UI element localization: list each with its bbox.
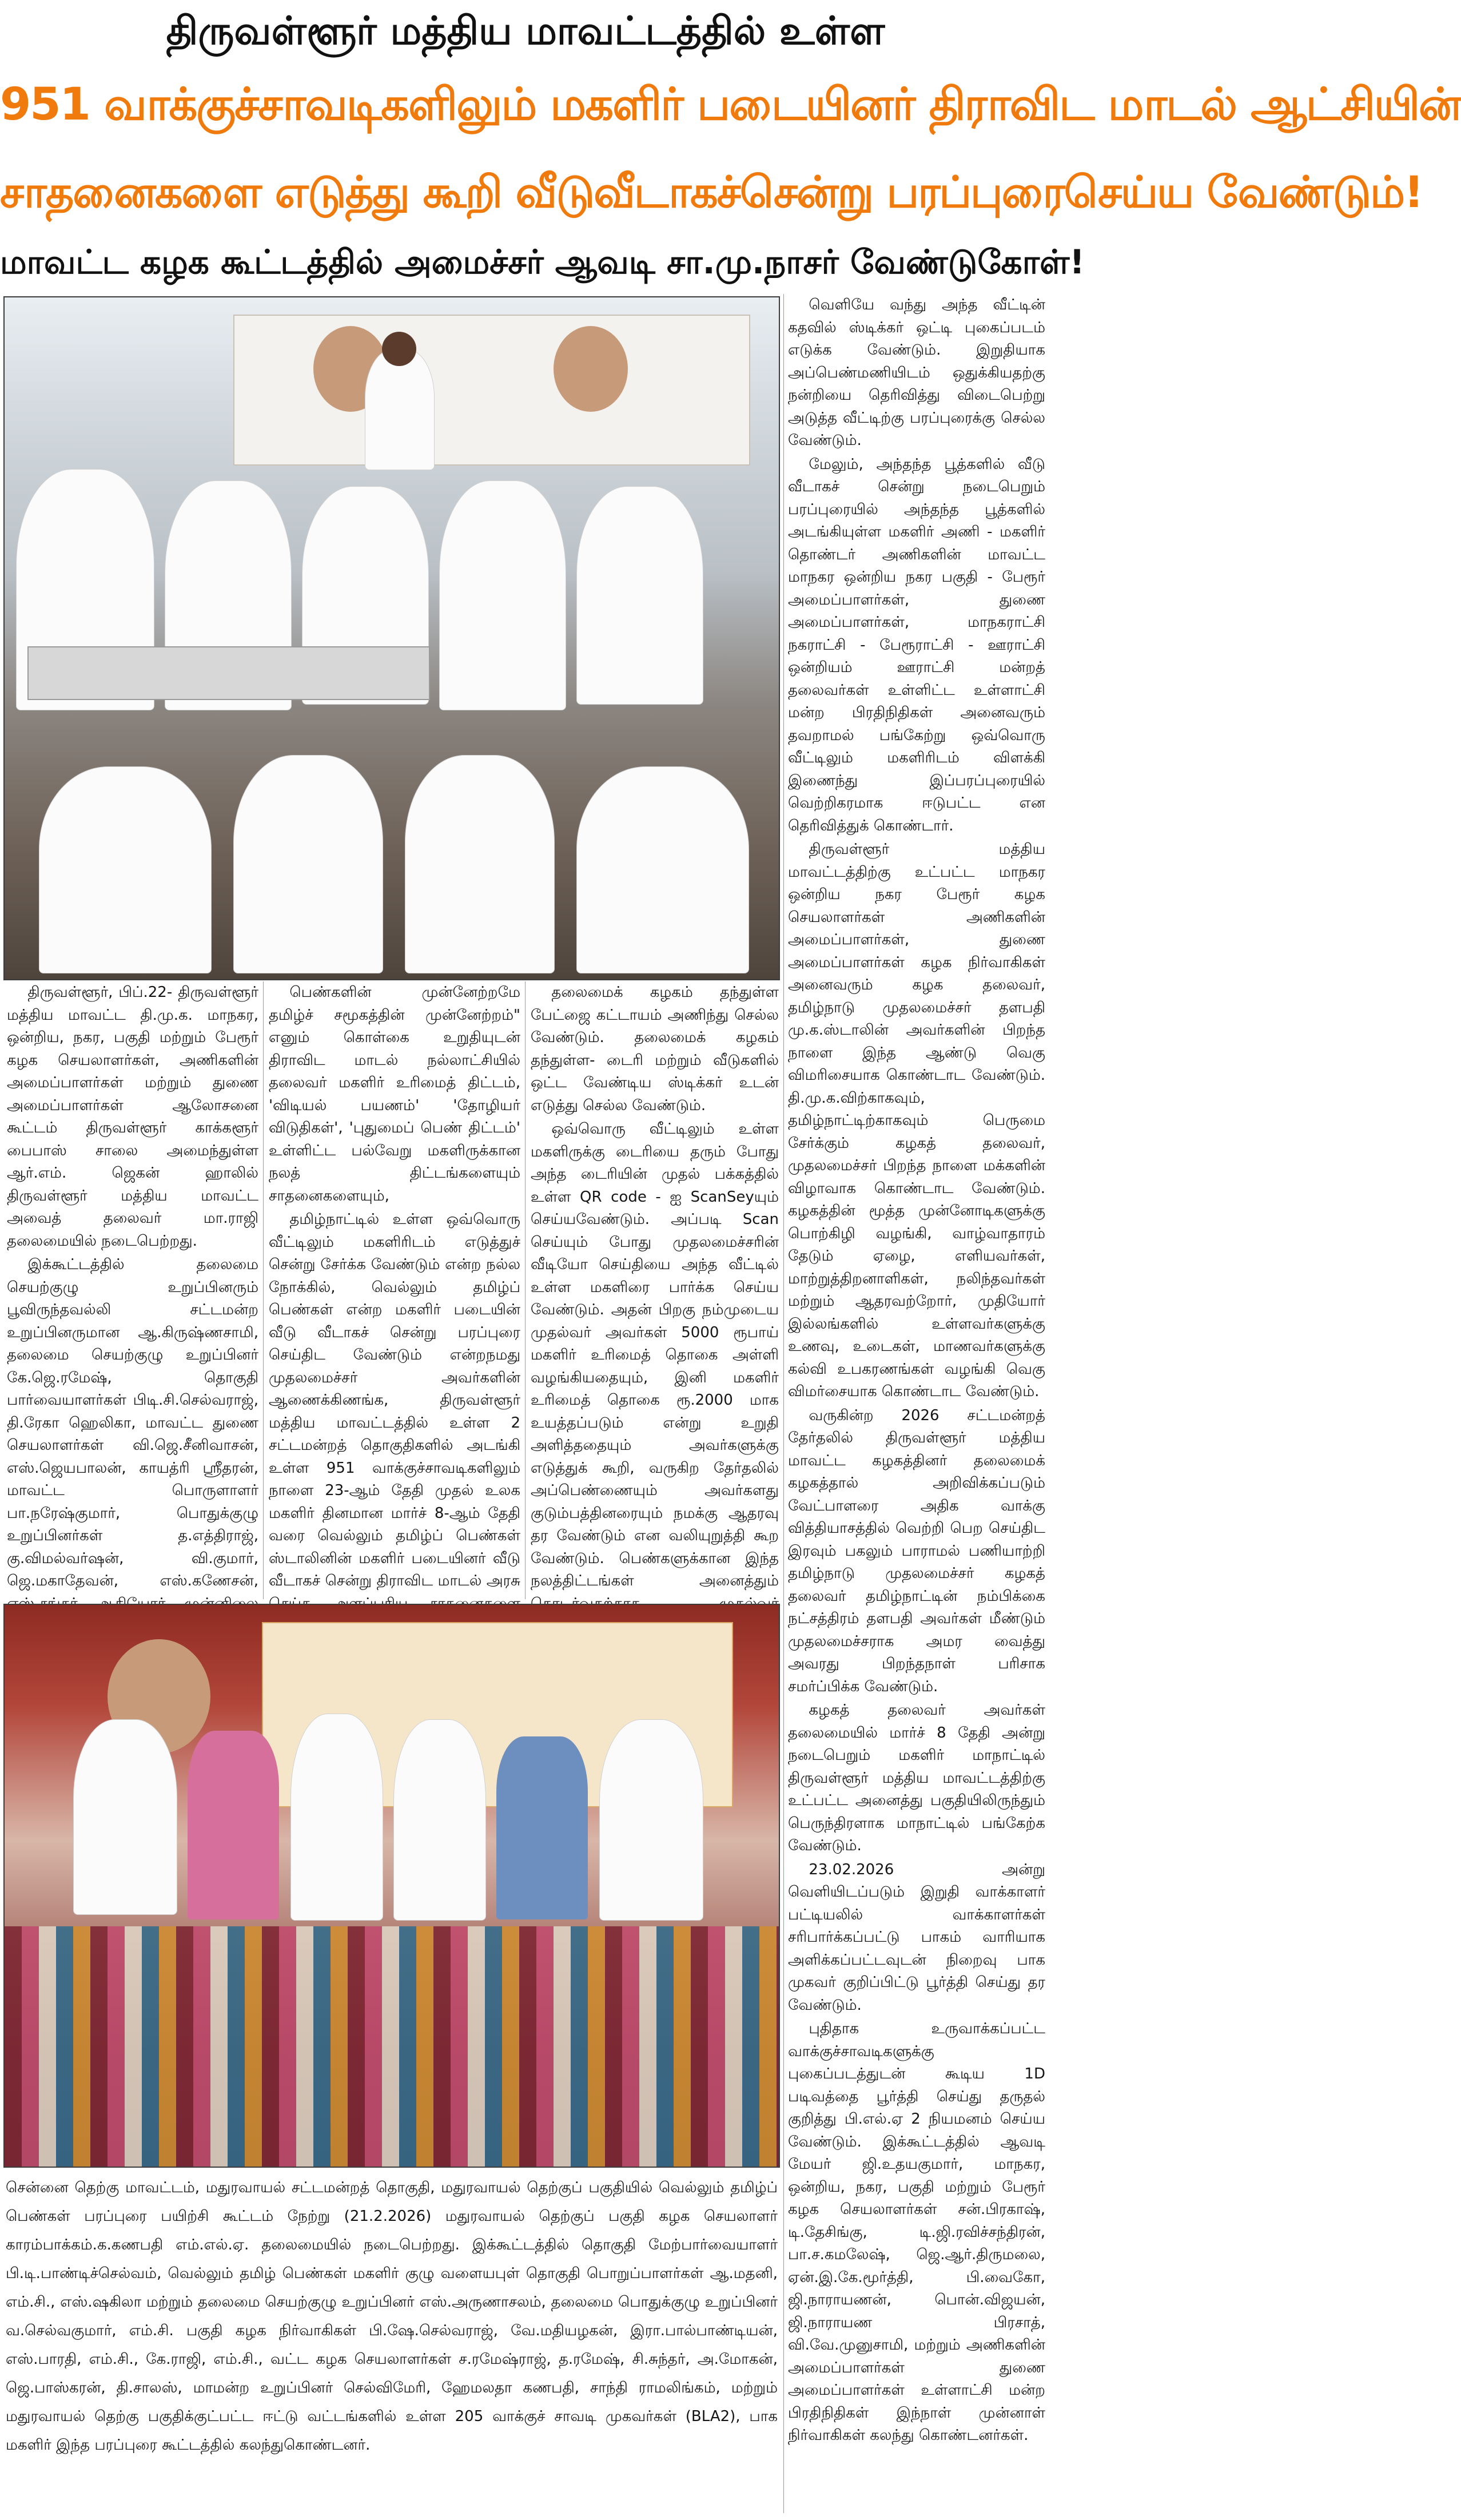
headline-main-line2: சாதனைகளை எடுத்து கூறி வீடுவீடாகச்சென்று பரப்புரைசெய்ய வேண்டும்!: [0, 166, 1423, 217]
paragraph: வருகின்ற 2026 சட்டமன்றத் தேர்தலில் திருவள்ளூர் மத்திய மாவட்ட கழகத்தினர் தலைமைக் கழகத்தால் அறிவிக்கப்படும் வேட்பாளரை அதிக வாக்கு வித்தியாசத்தில் வெற்றி பெற செய்திட இரவும் பகலும் பாராமல் பணியாற்றி தமிழ்நாடு முதலமைச்சர் கழகத் தலைவர் தமிழ்நாட்டின் நம்பிக்கை நட்சத்திரம் தளபதி அவர்கள் மீண்டும் முதலமைச்சராக அமர வைத்து அவரது பிறந்தநாள் பரிசாக சமர்ப்பிக்க வேண்டும்.: [788, 1406, 1045, 1695]
attendee-figure: [188, 1731, 279, 1919]
attendee-figure: [496, 1736, 588, 1919]
column-divider: [783, 294, 784, 2513]
paragraph: தமிழ்நாட்டில் உள்ள ஒவ்வொரு வீட்டிலும் மகளிரிடம் எடுத்துச் சென்று சேர்க்க வேண்டும் என்ற நல்ல நோக்கில், வெல்லும் தமிழ்ப் பெண்கள் என்ற மகளிர் படையின் வீடு வீடாகச் சென்று பரப்புரை செய்திட வேண்டும் என்றநமது முதலமைச்சர் அவர்களின் ஆணைக்கிணங்க, திருவள்ளூர் மத்திய மாவட்டத்தில் உள்ள 2 சட்டமன்றத் தொகுதிகளில் அடங்கி உள்ள 951 வாக்குச்சாவடிகளிலும் நாளை 23-ஆம் தேதி முதல் உலக மகளிர் தினமான மார்ச் 8-ஆம் தேதி வரை வெல்லும் தமிழ்ப் பெண்கள் ஸ்டாலினின் மகளிர் படையினர் வீடு வீடாகச் சென்று திராவிட மாடல் அரசு: [269, 1211, 520, 1589]
meeting-photo: [3, 296, 780, 980]
paragraph: இக்கூட்டத்தில் தலைமை செயற்குழு உறுப்பினரும் பூவிருந்தவல்லி சட்டமன்ற உறுப்பினருமான ஆ.கிருஷ்ணசாமி, தலைமை செயற்குழு உறுப்பினர் கே.ஜெ.ரமேஷ், தொகுதி பார்வையாளர்கள் பிடி.சி.செல்வராஜ், தி.ரேகா ஹெலிகா, மாவட்ட துணை செயலாளர்கள் வி.ஜெ.சீனிவாசன், எஸ்.ஜெயபாலன், காயத்ரி ஸ்ரீதரன், மாவட்ட பொருளாளர் பா.நரேஷ்குமார், பொதுக்குழு உறுப்பினர்கள் த.எத்திராஜ், கு.விமல்வர்ஷன், வி.குமார், ஜெ.மகாதேவன், எஸ்.கணேசன்,: [7, 1256, 258, 1589]
photo-caption: சென்னை தெற்கு மாவட்டம், மதுரவாயல் சட்டமன்றத் தொகுதி, மதுரவாயல் தெற்குப் பகுதியில் வெல்லும் தமிழ்ப் பெண்கள் பரப்புரை பயிற்சி கூட்டம் நேற்று (21.2.2026) மதுரவாயல் தெற்குப் பகுதி கழக செயலாளர் காரம்பாக்கம்.க.கணபதி எம்.எல்.ஏ. தலைமையில் நடைபெற்றது. இக்கூட்டத்தில் தொகுதி மேற்பார்வையாளர் பி.டி.பாண்டிச்செல்வம், வெல்லும் தமிழ் பெண்கள் மகளிர் குழு வளையபுள் தொகுதி பொறுப்பாளர்கள் ஆ.மதனி, எம்.சி., எஸ்.ஷகிலா மற்றும் தலைமை செயற்குழு உறுப்பினர் எஸ்.அருணாசலம், தலைமை பொதுக்குழு உறுப்பினர் வ.செல்வகுமார், எம்.சி. பகுதி கழக நிர்வாகிகள் பி.ஷே.செல்வராஜ், வே.மதியழகன், இரா.பால்பாண்டியன், எஸ்.பாரதி, எம்.சி., கே.ராஜி, எம்.சி., வட்ட கழக செயலாளர்கள் ச.ரமேஷ்ராஜ், த.ரமேஷ், சி.சுந்தர், அ.மோகன், ஜெ.பாஸ்கரன், தி.சாலஸ், மாமன்ற உறுப்பினர் செல்விமேரி, ஹேமலதா கணபதி, சாந்தி ராமலிங்கம், மற்றும் மதுரவாயல் தெற்கு பகுதிக்குட்பட்ட ஈட்டு வட்டங்களில் உள்ள 205 வாக்குச் சாவடி முகவர்கள் (BLA2), பாக மகளிர் இந்த பரப்புரை கூட்டத்தில் கலந்துகொண்டனர்.: [6, 2179, 778, 2454]
paragraph: திருவள்ளூர் மத்திய மாவட்டத்திற்கு உட்பட்ட மாநகர ஒன்றிய நகர பேரூர் கழக செயலாளர்கள் அணிகளின் அமைப்பாளர்கள், துணை அமைப்பாளர்கள் கழக நிர்வாகிகள் அனைவரும் கழக தலைவர், தமிழ்நாடு முதலமைச்சர் தளபதி மு.க.ஸ்டாலின் அவர்களின் பிறந்த நாளை இந்த ஆண்டு வெகு விமரிசையாக கொண்டாட வேண்டும். தி.மு.க.விற்காகவும், தமிழ்நாட்டிற்காகவும் பெருமை சேர்க்கும் கழகத் தலைவர், முதலமைச்சர் பிறந்த நாளை மக்களின் விழாவாக கொண்டாட வேண்டும். கழகத்தின் மூத்த முன்னோடிகளுக்கு பொற்கிழி வழங்கி, வாழ்வாதாரம் தேடும் ஏழை, எளியவர்கள், மாற்றுத்திறனாளிகள், நலிந்தவர்கள் மற்றும் ஆதரவற்றோர், முதியோர் இல்லங்களில் உள்ளவர்களுக்கு உணவு, உடைகள், மாணவர்களுக்கு கல்வி உபகரணங்கள் வழங்கி வெகு விமர்சையாக கொண்டாட வேண்டும்.: [788, 841, 1045, 1400]
banner-portrait-right: [554, 326, 628, 412]
subheadline: மாவட்ட கழக கூட்டத்தில் அமைச்சர் ஆவடி சா.மு.நாசர் வேண்டுகோள்!: [0, 243, 1085, 281]
article-column-4: [788, 294, 1045, 2513]
paragraph: 23.02.2026 அன்று வெளியிடப்படும் இறுதி வாக்காளர் பட்டியலில் வாக்காளர்கள் சரிபார்க்கப்பட்டு பாகம் வாரியாக அளிக்கப்பட்டவுடன் நிறைவு பாக முகவர் குறிப்பிட்டு பூர்த்தி செய்து தர வேண்டும்.: [788, 1861, 1045, 2014]
front-table: [27, 646, 430, 700]
speaker-head: [382, 332, 416, 366]
attendee-figure: [439, 480, 566, 710]
attendee-figure: [39, 766, 212, 973]
article-column-2: [269, 981, 520, 1599]
article-column-3: [531, 981, 779, 1599]
attendee-figure: [576, 486, 703, 705]
attendee-figure: [290, 1714, 383, 1921]
campaign-launch-photo: [3, 1604, 780, 2168]
article-column-1: [7, 981, 258, 1599]
paragraph: வெளியே வந்து அந்த வீட்டின் கதவில் ஸ்டிக்கர் ஒட்டி புகைப்படம் எடுக்க வேண்டும். இறுதியாக அப்பெண்மணியிடம் ஒதுக்கியதற்கு நன்றியை தெரிவித்து விடைபெற்று அடுத்த வீட்டிற்கு பரப்புரைக்கு செல்ல வேண்டும்.: [788, 296, 1045, 449]
paragraph: மேலும், அந்தந்த பூத்களில் வீடு வீடாகச் சென்று நடைபெறும் பரப்புரையில் அந்தந்த பூத்களில் அடங்கியுள்ள மகளிர் அணி - மகளிர் தொண்டர் அணிகளின் மாவட்ட மாநகர ஒன்றிய நகர பகுதி - பேரூர் அமைப்பாளர்கள், துணை அமைப்பாளர்கள், மாநகராட்சி நகராட்சி - பேரூராட்சி - ஊராட்சி ஒன்றியம் ஊராட்சி மன்றத் தலைவர்கள் உள்ளிட்ட உள்ளாட்சி மன்ற பிரதிநிதிகள் அனைவரும் தவறாமல் பங்கேற்று ஒவ்வொரு வீட்டிலும் மகளிரிடம் விளக்கி இணைந்து இப்பரப்புரையில் வெற்றிகரமாக ஈடுபட்ட என தெரிவித்துக் கொண்டார்.: [788, 455, 1045, 834]
headline-main-line1: 951 வாக்குச்சாவடிகளிலும் மகளிர் படையினர் திராவிட மாடல் ஆட்சியின்: [0, 79, 1461, 130]
attendee-figure: [73, 1719, 177, 1915]
headline-kicker: திருவள்ளூர் மத்திய மாவட்டத்தில் உள்ள: [166, 9, 885, 54]
attendee-figure: [393, 1719, 486, 1921]
attendee-figure: [233, 755, 383, 973]
paragraph: திருவள்ளூர், பிப்.22- திருவள்ளூர் மத்திய மாவட்ட தி.மு.க. மாநகர, ஒன்றிய, நகர, பகுதி மற்றும் பேரூர் கழக செயலாளர்கள், அணிகளின் அமைப்பாளர்கள் மற்றும் துணை அமைப்பாளர்கள் ஆலோசனை கூட்டம் திருவள்ளூர் காக்களூர் பைபாஸ் சாலை அமைந்துள்ள ஆர்.எம். ஜெகன் ஹாலில் திருவள்ளூர் மத்திய மாவட்ட அவைத் தலைவர் மா.ராஜி தலைமையில் நடைபெற்றது.: [7, 984, 258, 1250]
column-divider: [525, 981, 526, 1599]
paragraph: பெண்களின் முன்னேற்றமே தமிழ்ச் சமூகத்தின் முன்னேற்றம்" எனும் கொள்கை உறுதியுடன் திராவிட மாடல் நல்லாட்சியில் தலைவர் மகளிர் உரிமைத் திட்டம், 'விடியல் பயணம்' 'தோழியர் விடுதிகள்', 'புதுமைப் பெண் திட்டம்' உள்ளிட்ட பல்வேறு மகளிருக்கான நலத் திட்டங்களையும் சாதனைகளையும்,: [269, 984, 520, 1205]
attendee-figure: [405, 755, 555, 973]
paragraph: புதிதாக உருவாக்கப்பட்ட வாக்குச்சாவடிகளுக்கு புகைப்படத்துடன் கூடிய 1D படிவத்தை பூர்த்தி செய்து தருதல் குறித்து பி.எல்.ஏ 2 நியமனம் செய்ய வேண்டும். இக்கூட்டத்தில் ஆவடி மேயர் ஜி.உதயகுமார், மாநகர, ஒன்றிய, நகர, பகுதி மற்றும் பேரூர் கழக செயலாளர்கள் சன்.பிரகாஷ், டி.தேசிங்கு, டி.ஜி.ரவிச்சந்திரன், பா.ச.கமலேஷ், ஜெ.ஆர்.திருமலை, ஏன்.இ.கே.மூர்த்தி, பி.வைகோ, ஜி.நாராயணன், பொன்.விஜயன், ஜி.நாராயண பிரசாத், வி.வே.முனுசாமி, மற்றும் அணிகளின் அமைப்பாளர்கள் துணை அமைப்பாளர்கள் உள்ளாட்சி மன்ற பிரதிநிதிகள் இந்நாள் முன்னாள் நிர்வாகிகள் கலந்து கொண்டனர்கள்.: [788, 2020, 1045, 2444]
attendee-figure: [599, 1719, 703, 1921]
attendee-figure: [576, 766, 749, 973]
paragraph: கழகத் தலைவர் அவர்கள் தலைமையில் மார்ச் 8 தேதி அன்று நடைபெறும் மகளிர் மாநாட்டில் திருவள்ளூர் மத்திய மாவட்டத்திற்கு உட்பட்ட அனைத்து பகுதியிலிருந்தும் பெருந்திரளாக மாநாட்டில் பங்கேற்க வேண்டும்.: [788, 1702, 1045, 1854]
paragraph: தலைமைக் கழகம் தந்துள்ள பேட்ஜை கட்டாயம் அணிந்து செல்ல வேண்டும். தலைமைக் கழகம் தந்துள்ள- டைரி மற்றும் வீடுகளில் ஒட்ட வேண்டிய ஸ்டிக்கர் உடன் எடுத்து செல்ல வேண்டும்.: [531, 984, 779, 1114]
column-divider: [263, 981, 264, 1599]
paragraph: ஒவ்வொரு வீட்டிலும் உள்ள மகளிருக்கு டைரியை தரும் போது அந்த டைரியின் முதல் பக்கத்தில் உள்ள QR code - ஐ ScanSeyயும் செய்யவேண்டும். அப்படி Scan செய்யும் போது முதலமைச்சரின் வீடியோ செய்தியை அந்த வீட்டில் உள்ள மகளிரை பார்க்க செய்ய வேண்டும். அதன் பிறகு நம்முடைய முதல்வர் அவர்கள் 5000 ரூபாய் மகளிர் உரிமைத் தொகை அள்ளி வழங்கியதையும், இனி மகளிர் உரிமைத் தொகை ரூ.2000 மாக உயத்தப்படும் என்று உறுதி அளித்ததையும் அவர்களுக்கு எடுத்துக் கூறி, வருகிற தேர்தலில் அப்பெண்ணையும் அவர்களது குடும்பத்தினரையும் நமக்கு ஆதரவு தர வேண்டும் என வலியுறுத்தி கூற வேண்டும். பெண்களுக்கான இந்த நலத்திட்டங்கள் அனைத்தும்: [531, 1120, 779, 1589]
audience-crowd: [5, 1926, 779, 2167]
speaker-figure: [365, 349, 435, 470]
stage-banner: [233, 315, 750, 466]
